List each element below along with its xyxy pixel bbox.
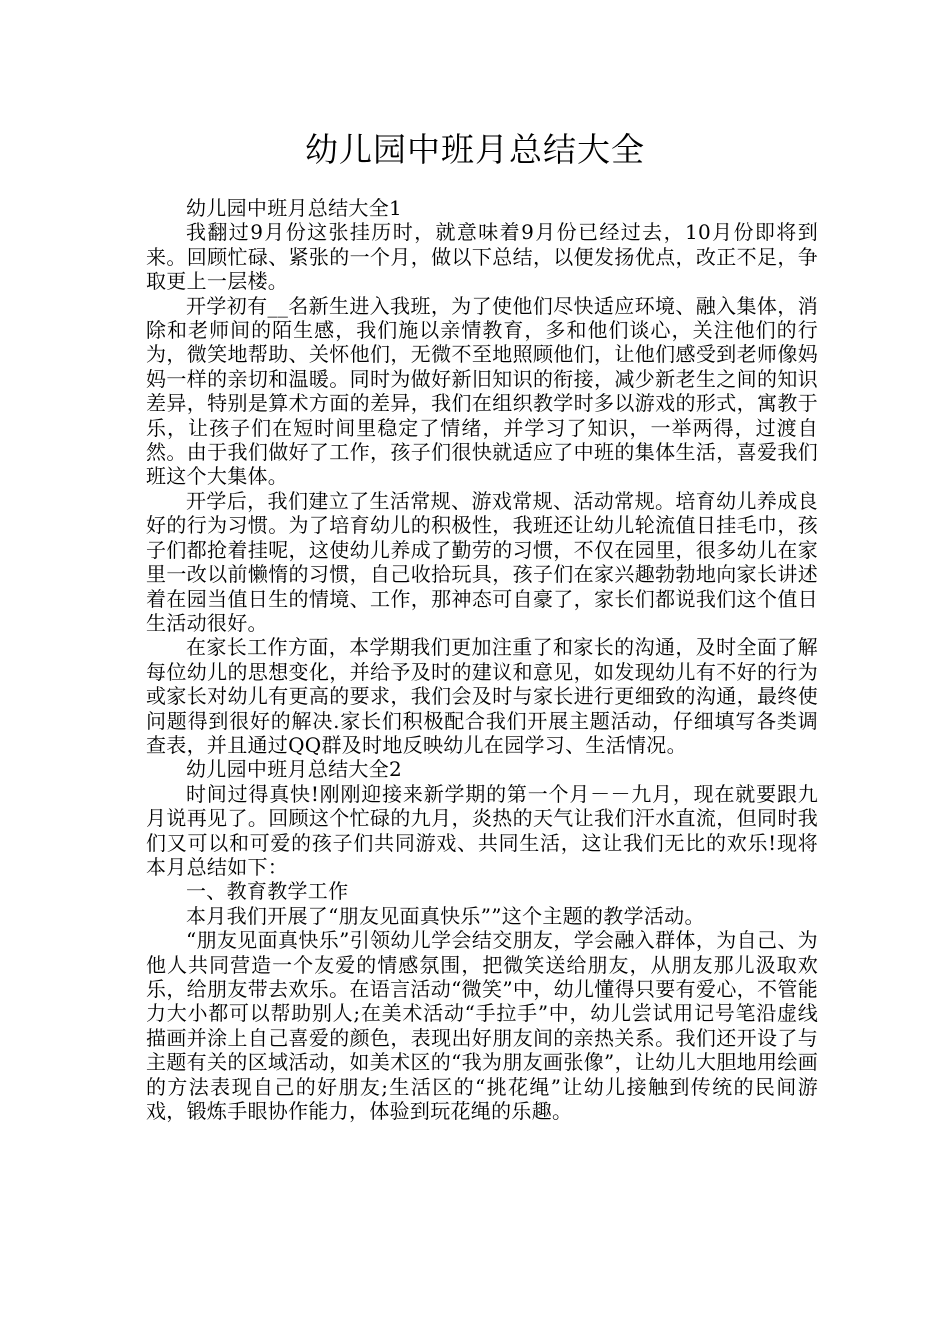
document-title: 幼儿园中班月总结大全: [305, 130, 645, 169]
paragraph: 时间过得真快!刚刚迎接来新学期的第一个月－－九月，现在就要跟九月说再见了。回顾这个忙碌的九月，炎热的天气让我们汗水直流，但同时我们又可以和可爱的孩子们共同游戏、共同生活，这让我们无比的欢乐!现将本月总结如下：: [146, 781, 818, 879]
paragraph: 开学初有__名新生进入我班，为了使他们尽快适应环境、融入集体，消除和老师间的陌生感，我们施以亲情教育，多和他们谈心，关注他们的行为，微笑地帮助、关怀他们，无微不至地照顾他们，让他们感受到老师像妈妈一样的亲切和温暖。同时为做好新旧知识的衔接，减少新老生之间的知识差异，特别是算术方面的差异，我们在组织教学时多以游戏的形式，寓教于乐，让孩子们在短时间里稳定了情绪，并学习了知识，一举两得，过渡自然。由于我们做好了工作，孩子们很快就适应了中班的集体生活，喜爱我们班这个大集体。: [146, 293, 818, 489]
paragraph: 本月我们开展了“朋友见面真快乐””这个主题的教学活动。: [186, 903, 705, 928]
paragraph: “朋友见面真快乐”引领幼儿学会结交朋友，学会融入群体，为自己、为他人共同营造一个友爱的情感氛围，把微笑送给朋友，从朋友那儿汲取欢乐，给朋友带去欢乐。在语言活动“微笑”中，幼儿懂得只要有爱心，不管能力大小都可以帮助别人;在美术活动“手拉手”中，幼儿尝试用记号笔沿虚线描画并涂上自己喜爱的颜色，表现出好朋友间的亲热关系。我们还开设了与主题有关的区域活动，如美术区的“我为朋友画张像”，让幼儿大胆地用绘画的方法表现自己的好朋友;生活区的“挑花绳”让幼儿接触到传统的民间游戏，锻炼手眼协作能力，体验到玩花绳的乐趣。: [146, 928, 818, 1124]
section-heading-1: 幼儿园中班月总结大全1: [186, 196, 403, 220]
paragraph: 我翻过9月份这张挂历时，就意味着9月份已经过去，10月份即将到来。回顾忙碌、紧张的一个月，做以下总结，以便发扬优点，改正不足，争取更上一层楼。: [146, 220, 818, 294]
document-body: [146, 196, 818, 1123]
paragraph: 在家长工作方面，本学期我们更加注重了和家长的沟通，及时全面了解每位幼儿的思想变化，并给予及时的建议和意见，如发现幼儿有不好的行为或家长对幼儿有更高的要求，我们会及时与家长进行更细致的沟通，最终使问题得到很好的解决.家长们积极配合我们开展主题活动，仔细填写各类调查表，并且通过QQ群及时地反映幼儿在园学习、生活情况。: [146, 635, 818, 757]
paragraph: 开学后，我们建立了生活常规、游戏常规、活动常规。培育幼儿养成良好的行为习惯。为了培育幼儿的积极性，我班还让幼儿轮流值日挂毛巾，孩子们都抢着挂呢，这使幼儿养成了勤劳的习惯，不仅在园里，很多幼儿在家里一改以前懒惰的习惯，自己收拾玩具，孩子们在家兴趣勃勃地向家长讲述着在园当值日生的情境、工作，那神态可自豪了，家长们都说我们这个值日生活动很好。: [146, 488, 818, 635]
section-heading-2: 幼儿园中班月总结大全2: [186, 757, 403, 782]
subheading-teaching-work: 一、教育教学工作: [186, 879, 349, 904]
